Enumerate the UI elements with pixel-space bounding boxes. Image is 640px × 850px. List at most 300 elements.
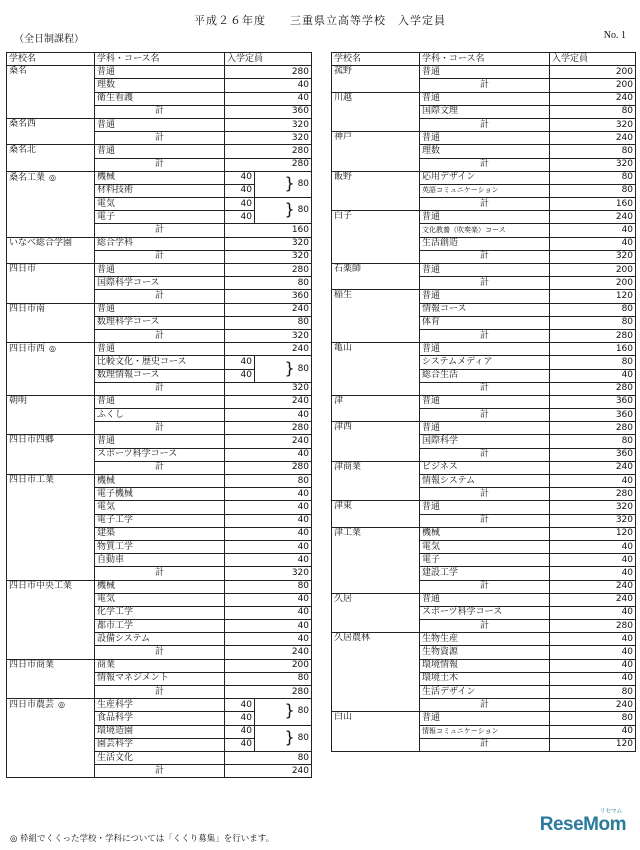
course-name: 情報システム	[420, 475, 550, 488]
total-label: 計	[95, 224, 225, 237]
group-capacity-sum	[255, 356, 312, 382]
school-name-cell	[332, 527, 420, 593]
capacity-sub-value: 40	[225, 725, 255, 738]
capacity-value: 40	[225, 593, 312, 606]
table-row	[7, 303, 312, 316]
school-name-cell	[7, 435, 95, 475]
table-row	[7, 171, 312, 184]
school-name: 桑名	[9, 66, 28, 77]
course-name: 設備システム	[95, 633, 225, 646]
school-name-cell	[7, 171, 95, 237]
school-name: 川越	[334, 92, 353, 103]
table-row	[7, 66, 312, 79]
course-name: 電子	[95, 211, 225, 224]
total-value: 360	[225, 105, 312, 118]
total-label: 計	[95, 422, 225, 435]
course-name: 機械	[95, 580, 225, 593]
capacity-value: 240	[550, 132, 636, 145]
column-header-capacity: 入学定員	[550, 53, 636, 66]
course-name: 普通	[95, 118, 225, 131]
school-name: 四日市中央工業	[9, 580, 73, 591]
capacity-value: 40	[550, 725, 636, 738]
total-label: 計	[95, 250, 225, 263]
course-name: 電気	[95, 198, 225, 211]
total-label: 計	[420, 79, 550, 92]
course-name: 普通	[95, 264, 225, 277]
total-value: 360	[550, 409, 636, 422]
capacity-sub-value: 40	[225, 369, 255, 382]
school-name-cell	[7, 145, 95, 171]
capacity-sub-value: 40	[225, 356, 255, 369]
total-value: 320	[225, 250, 312, 263]
course-name: 普通	[420, 66, 550, 79]
capacity-value: 40	[225, 501, 312, 514]
brace-icon: }	[284, 199, 295, 219]
capacity-value: 240	[550, 211, 636, 224]
capacity-sub-value: 40	[225, 712, 255, 725]
total-label: 計	[95, 686, 225, 699]
table-row	[7, 475, 312, 488]
course-name: 生産科学	[95, 699, 225, 712]
school-name-cell	[332, 211, 420, 264]
course-name: システムメディア	[420, 356, 550, 369]
total-label: 計	[95, 461, 225, 474]
group-sum-value: 80	[297, 178, 310, 189]
total-value: 200	[550, 79, 636, 92]
total-value: 280	[550, 488, 636, 501]
school-name-cell	[332, 343, 420, 396]
course-name: 国際文理	[420, 105, 550, 118]
school-name: 津商業	[334, 461, 362, 472]
capacity-table-left	[6, 52, 312, 778]
course-name: 普通	[95, 303, 225, 316]
school-name: 桑名北	[9, 145, 37, 156]
table-row	[332, 527, 636, 540]
table-row	[332, 290, 636, 303]
school-name: 久居	[334, 593, 353, 604]
school-name: いなべ総合学園	[9, 237, 73, 248]
capacity-value: 120	[550, 290, 636, 303]
school-name: 稲生	[334, 290, 353, 301]
capacity-value: 40	[225, 488, 312, 501]
group-sum-value: 80	[297, 205, 310, 216]
capacity-value: 280	[225, 264, 312, 277]
capacity-value: 80	[550, 184, 636, 197]
course-name: 理数	[420, 145, 550, 158]
school-name: 津西	[334, 422, 353, 433]
total-value: 320	[225, 382, 312, 395]
capacity-value: 80	[225, 316, 312, 329]
footnote: ◎ 枠組でくくった学校・学科については「くくり募集」を行います。	[10, 834, 275, 844]
school-name-cell	[7, 343, 95, 396]
table-header-row	[7, 53, 312, 66]
brace-icon: }	[284, 173, 295, 193]
course-name: 情報コミュニケーション	[420, 725, 550, 738]
course-name: 環境土木	[420, 672, 550, 685]
column-header-course: 学科・コース名	[420, 53, 550, 66]
total-value: 120	[550, 738, 636, 751]
school-name-cell	[332, 712, 420, 752]
capacity-value: 40	[225, 606, 312, 619]
capacity-value: 80	[550, 303, 636, 316]
capacity-value: 80	[550, 686, 636, 699]
total-label: 計	[420, 448, 550, 461]
capacity-value: 40	[225, 527, 312, 540]
group-sum-value: 80	[297, 706, 310, 717]
capacity-value: 40	[550, 554, 636, 567]
capacity-value: 40	[550, 646, 636, 659]
capacity-value: 40	[225, 633, 312, 646]
capacity-value: 280	[550, 422, 636, 435]
course-name: 国際科学コース	[95, 277, 225, 290]
capacity-value: 80	[550, 712, 636, 725]
course-name: スポーツ科学コース	[420, 606, 550, 619]
capacity-value: 80	[225, 580, 312, 593]
school-name: 神戸	[334, 132, 353, 143]
column-header-capacity: 入学定員	[225, 53, 312, 66]
total-value: 280	[225, 422, 312, 435]
school-name-cell	[7, 264, 95, 304]
course-name: 電子	[420, 554, 550, 567]
column-header-school: 学校名	[332, 53, 420, 66]
total-label: 計	[420, 329, 550, 342]
school-name-cell	[7, 118, 95, 144]
total-label: 計	[420, 738, 550, 751]
course-name: 普通	[95, 435, 225, 448]
capacity-value: 40	[550, 369, 636, 382]
capacity-value: 160	[550, 343, 636, 356]
total-label: 計	[95, 290, 225, 303]
course-name: 普通	[420, 343, 550, 356]
course-name: 普通	[420, 132, 550, 145]
course-name: 普通	[95, 395, 225, 408]
course-name: 電子機械	[95, 488, 225, 501]
capacity-value: 40	[225, 92, 312, 105]
group-capacity-sum	[255, 171, 312, 197]
total-value: 360	[550, 448, 636, 461]
capacity-sub-value: 40	[225, 699, 255, 712]
school-name: 四日市工業	[9, 475, 55, 485]
total-value: 240	[550, 699, 636, 712]
total-value: 160	[225, 224, 312, 237]
total-value: 200	[550, 277, 636, 290]
school-name-cell	[332, 501, 420, 527]
capacity-value: 40	[225, 448, 312, 461]
table-row	[7, 343, 312, 356]
table-row	[7, 659, 312, 672]
capacity-value: 80	[550, 435, 636, 448]
capacity-value: 80	[225, 277, 312, 290]
capacity-value: 40	[225, 540, 312, 553]
total-value: 280	[225, 158, 312, 171]
capacity-value: 240	[225, 303, 312, 316]
total-label: 計	[420, 514, 550, 527]
total-value: 240	[225, 765, 312, 778]
capacity-value: 80	[225, 672, 312, 685]
table-row	[7, 435, 312, 448]
total-label: 計	[95, 105, 225, 118]
total-label: 計	[420, 118, 550, 131]
school-name-cell	[7, 66, 95, 119]
school-name-cell	[332, 264, 420, 290]
column-header-course: 学科・コース名	[95, 53, 225, 66]
brace-icon: }	[284, 700, 295, 720]
course-name: 体育	[420, 316, 550, 329]
page-header	[0, 10, 640, 45]
capacity-value: 40	[550, 237, 636, 250]
course-name: 機械	[95, 171, 225, 184]
bundled-recruitment-mark: ◎	[49, 344, 56, 354]
school-name-cell	[332, 395, 420, 421]
table-body-left	[7, 66, 312, 778]
table-row	[332, 712, 636, 725]
capacity-value: 240	[225, 343, 312, 356]
course-name: 物質工学	[95, 540, 225, 553]
table-row	[7, 237, 312, 250]
capacity-value: 80	[550, 356, 636, 369]
total-label: 計	[95, 329, 225, 342]
course-name: スポーツ科学コース	[95, 448, 225, 461]
course-name: 生活創造	[420, 237, 550, 250]
capacity-value: 40	[225, 79, 312, 92]
school-name: 亀山	[334, 343, 353, 354]
course-name: 普通	[420, 211, 550, 224]
school-name: 石薬師	[334, 264, 362, 274]
column-header-school: 学校名	[7, 53, 95, 66]
course-name: 理数	[95, 79, 225, 92]
total-label: 計	[420, 382, 550, 395]
total-value: 320	[225, 132, 312, 145]
course-name: 普通	[420, 422, 550, 435]
total-value: 280	[225, 686, 312, 699]
total-label: 計	[95, 765, 225, 778]
capacity-sub-value: 40	[225, 211, 255, 224]
school-name: 桑名西	[9, 118, 37, 129]
capacity-value: 40	[550, 567, 636, 580]
total-value: 280	[550, 382, 636, 395]
course-name: 応用デザイン	[420, 171, 550, 184]
table-row	[332, 395, 636, 408]
school-name: 津工業	[334, 527, 362, 538]
school-name: 久居農林	[334, 633, 371, 644]
school-name: 白子	[334, 211, 353, 222]
capacity-value: 40	[225, 514, 312, 527]
resemom-logo	[539, 809, 626, 836]
total-label: 計	[95, 646, 225, 659]
capacity-value: 80	[550, 105, 636, 118]
total-label: 計	[420, 250, 550, 263]
capacity-value: 40	[550, 475, 636, 488]
capacity-value: 320	[225, 118, 312, 131]
capacity-value: 40	[550, 659, 636, 672]
page-number: No. 1	[603, 30, 626, 41]
capacity-value: 40	[550, 606, 636, 619]
capacity-table-right	[331, 52, 636, 752]
school-name-cell	[7, 237, 95, 263]
total-value: 240	[225, 646, 312, 659]
total-value: 280	[550, 620, 636, 633]
table-row	[7, 118, 312, 131]
capacity-value: 280	[225, 145, 312, 158]
table-row	[332, 343, 636, 356]
course-name: 電気	[95, 501, 225, 514]
school-name: 四日市	[9, 264, 37, 274]
course-name: 総合学科	[95, 237, 225, 250]
capacity-value: 40	[550, 224, 636, 237]
course-name: 情報コース	[420, 303, 550, 316]
school-name: 四日市商業	[9, 659, 55, 670]
table-row	[7, 395, 312, 408]
group-sum-value: 80	[297, 363, 310, 374]
table-row	[7, 699, 312, 712]
total-label: 計	[420, 620, 550, 633]
course-name: 環境情報	[420, 659, 550, 672]
school-name-cell	[332, 290, 420, 343]
capacity-value: 80	[550, 171, 636, 184]
table-row	[7, 264, 312, 277]
course-name: 普通	[420, 501, 550, 514]
table-row	[332, 264, 636, 277]
course-name: 商業	[95, 659, 225, 672]
table-header-row	[332, 53, 636, 66]
group-capacity-sum	[255, 699, 312, 725]
course-name: 普通	[420, 395, 550, 408]
total-label: 計	[420, 277, 550, 290]
course-name: 建設工学	[420, 567, 550, 580]
capacity-value: 40	[225, 554, 312, 567]
school-name-cell	[7, 395, 95, 435]
school-name: 飯野	[334, 171, 353, 182]
capacity-value: 320	[225, 237, 312, 250]
total-value: 320	[225, 567, 312, 580]
school-name-cell	[332, 461, 420, 501]
logo-text: ReseMom	[539, 814, 626, 835]
total-label: 計	[95, 132, 225, 145]
capacity-sub-value: 40	[225, 738, 255, 751]
bundled-recruitment-mark: ◎	[49, 172, 56, 182]
school-name-cell	[332, 171, 420, 211]
total-value: 360	[225, 290, 312, 303]
capacity-value: 240	[550, 92, 636, 105]
total-value: 320	[550, 158, 636, 171]
total-label: 計	[95, 567, 225, 580]
school-name-cell	[7, 699, 95, 778]
total-value: 320	[550, 250, 636, 263]
course-name: 材料技術	[95, 184, 225, 197]
total-value: 240	[550, 580, 636, 593]
total-value: 280	[225, 461, 312, 474]
course-name: 環境造園	[95, 725, 225, 738]
page-subtitle: （全日制課程）	[14, 34, 84, 45]
capacity-value: 40	[550, 540, 636, 553]
course-name: 国際科学	[420, 435, 550, 448]
capacity-value: 320	[550, 501, 636, 514]
total-value: 280	[550, 329, 636, 342]
total-label: 計	[95, 382, 225, 395]
course-name: 普通	[420, 92, 550, 105]
course-name: 普通	[95, 145, 225, 158]
brace-icon: }	[284, 727, 295, 747]
table-row	[7, 580, 312, 593]
capacity-sub-value: 40	[225, 184, 255, 197]
school-name-cell	[332, 593, 420, 633]
capacity-value: 80	[550, 316, 636, 329]
total-label: 計	[420, 409, 550, 422]
course-name: 普通	[95, 66, 225, 79]
school-name-cell	[332, 422, 420, 462]
total-value: 160	[550, 198, 636, 211]
school-name-cell	[7, 303, 95, 343]
course-name: 機械	[95, 475, 225, 488]
school-name-cell	[332, 633, 420, 712]
school-name: 四日市南	[9, 303, 46, 314]
course-name: 数理科学コース	[95, 316, 225, 329]
page-title: 平成２６年度 三重県立高等学校 入学定員	[194, 14, 446, 27]
total-value: 320	[225, 329, 312, 342]
course-name: 建築	[95, 527, 225, 540]
capacity-value: 80	[225, 475, 312, 488]
school-name-cell	[7, 475, 95, 581]
capacity-value: 40	[225, 620, 312, 633]
brace-icon: }	[284, 358, 295, 377]
capacity-value: 40	[550, 672, 636, 685]
table-row	[332, 422, 636, 435]
course-name: 衛生看護	[95, 92, 225, 105]
course-name: 機械	[420, 527, 550, 540]
school-name: 津	[334, 395, 344, 406]
capacity-value: 200	[225, 659, 312, 672]
course-name: 電気	[420, 540, 550, 553]
capacity-value: 240	[225, 395, 312, 408]
course-name: 文化教養（吹奏楽）コース	[420, 224, 550, 237]
course-name: 比較文化・歴史コース	[95, 356, 225, 369]
capacity-value: 80	[225, 751, 312, 764]
capacity-value: 280	[225, 66, 312, 79]
course-name: 園芸科学	[95, 738, 225, 751]
total-label: 計	[420, 580, 550, 593]
course-name: 都市工学	[95, 620, 225, 633]
course-name: 化学工学	[95, 606, 225, 619]
school-name: 朝明	[9, 395, 28, 406]
school-name: 菰野	[334, 66, 353, 77]
capacity-value: 240	[225, 435, 312, 448]
course-name: 生物生産	[420, 633, 550, 646]
table-row	[332, 92, 636, 105]
school-name-cell	[332, 66, 420, 92]
course-name: 普通	[420, 593, 550, 606]
capacity-value: 240	[550, 593, 636, 606]
total-label: 計	[420, 699, 550, 712]
course-name: 電子工学	[95, 514, 225, 527]
table-row	[332, 593, 636, 606]
school-name: 四日市農芸	[9, 700, 55, 711]
bundled-recruitment-mark: ◎	[58, 700, 65, 710]
school-name-cell	[7, 659, 95, 699]
course-name: 生活文化	[95, 751, 225, 764]
total-label: 計	[420, 158, 550, 171]
course-name: 電気	[95, 593, 225, 606]
capacity-value: 120	[550, 527, 636, 540]
capacity-value: 200	[550, 66, 636, 79]
total-label: 計	[420, 488, 550, 501]
group-capacity-sum	[255, 725, 312, 751]
table-body-right	[332, 66, 636, 752]
course-name: 総合生活	[420, 369, 550, 382]
capacity-value: 40	[225, 409, 312, 422]
course-name: 食品科学	[95, 712, 225, 725]
table-row	[332, 501, 636, 514]
course-name: 生活デザイン	[420, 686, 550, 699]
